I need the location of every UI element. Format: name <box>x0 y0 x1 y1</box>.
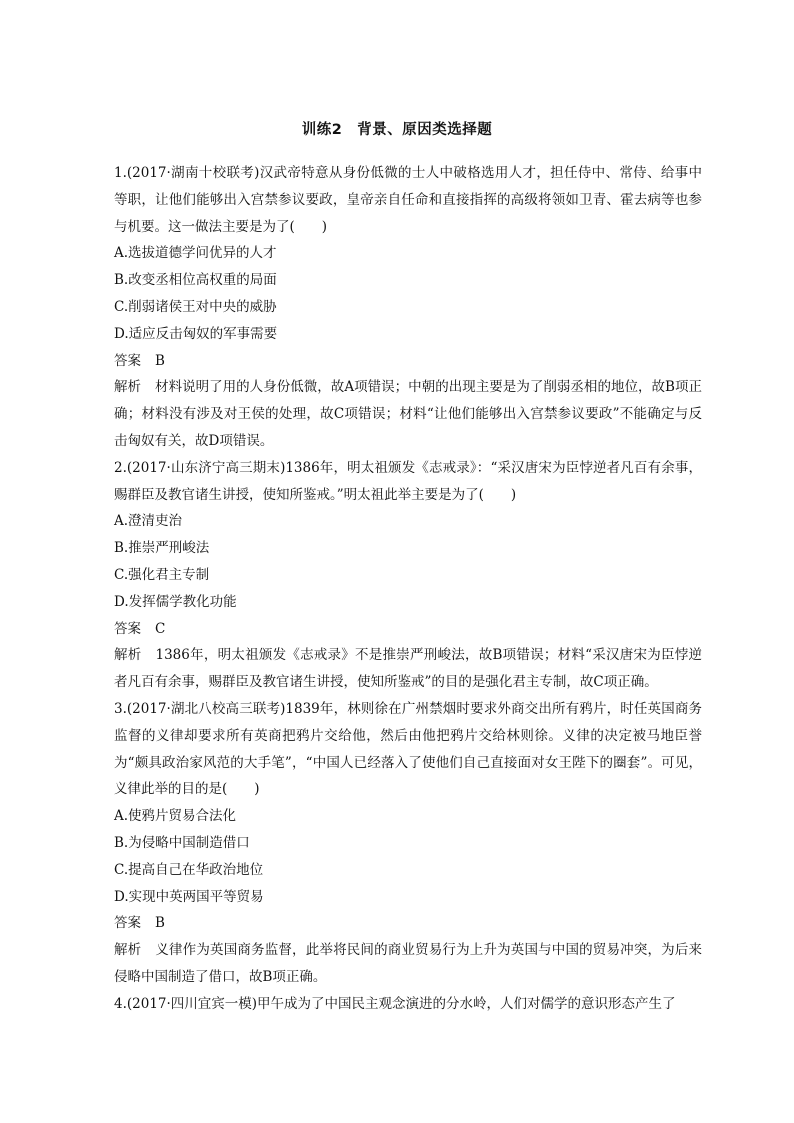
question-list <box>114 160 702 1018</box>
analysis-label: 解析 <box>114 379 142 396</box>
answer-value: C <box>155 620 166 637</box>
option-b: B.推崇严刑峻法 <box>114 540 210 557</box>
analysis-text: 义律作为英国商务监督，此举将民间的商业贸易行为上升为英国与中国的贸易冲突，为后来侵略中国制造了借口，故B项正确。 <box>114 942 703 985</box>
question-stem: 3.(2017·湖北八校高三联考)1839年，林则徐在广州禁烟时要求外商交出所有鸦片，时任英国商务监督的义律却要求所有英商把鸦片交给他，然后由他把鸦片交给林则徐。义律的决定被马地臣誉为“颇具政治家风范的大手笔”，“中国人已经落入了使他们自己直接面对女王陛下的圈套”。可见，义律此举的目的是( ) <box>114 700 702 798</box>
analysis-text: 1386年，明太祖颁发《志戒录》不是推崇严刑峻法，故B项错误；材料“采汉唐宋为臣悖逆者凡百有余事，赐群臣及教官诸生讲授，使知所鉴戒”的目的是强化君主专制，故C项正确。 <box>114 647 702 691</box>
option-a: A.澄清吏治 <box>114 513 183 530</box>
question-stem: 2.(2017·山东济宁高三期末)1386年，明太祖颁发《志戒录》：“采汉唐宋为臣悖逆者凡百有余事，赐群臣及教官诸生讲授，使知所鉴戒。”明太祖此举主要是为了( ) <box>114 459 702 503</box>
option-d: D.实现中英两国平等贸易 <box>114 888 264 905</box>
option-c: C.强化君主专制 <box>114 566 210 583</box>
analysis-line <box>114 937 702 991</box>
option-c: C.削弱诸侯王对中央的威胁 <box>114 298 277 315</box>
option-a: A.选拔道德学问优异的人才 <box>114 245 277 262</box>
analysis-line <box>114 374 702 454</box>
answer-label: 答案 <box>114 915 141 932</box>
question-stem: 1.(2017·湖南十校联考)汉武帝特意从身份低微的士人中破格选用人才，担任侍中、常侍、给事中等职，让他们能够出入宫禁参议要政，皇帝亲自任命和直接指挥的高级将领如卫青、霍去病等也参与机要。这一做法主要是为了( ) <box>114 165 702 235</box>
option-b: B.为侵略中国制造借口 <box>114 834 250 851</box>
option-d: D.适应反击匈奴的军事需要 <box>114 325 278 342</box>
option-a: A.使鸦片贸易合法化 <box>114 808 237 825</box>
option-c: C.提高自己在华政治地位 <box>114 861 264 878</box>
answer-value: B <box>155 915 165 932</box>
answer-line <box>114 348 702 375</box>
analysis-text: 材料说明了用的人身份低微，故A项错误；中朝的出现主要是为了削弱丞相的地位，故B项正确；材料没有涉及对王侯的处理，故C项错误；材料“让他们能够出入宫禁参议要政”不能确定与反击匈奴有关，故D项错误。 <box>114 379 703 449</box>
analysis-label: 解析 <box>114 942 142 959</box>
answer-line <box>114 910 702 937</box>
question-stem: 4.(2017·四川宜宾一模)甲午成为了中国民主观念演进的分水岭，人们对儒学的意识形态产生了 <box>114 995 676 1012</box>
option-d: D.发挥儒学教化功能 <box>114 593 237 610</box>
page-title: 训练2 背景、原因类选择题 <box>301 122 493 138</box>
analysis-line <box>114 642 702 696</box>
analysis-label: 解析 <box>114 647 142 664</box>
answer-line <box>114 616 702 643</box>
answer-label: 答案 <box>114 620 141 637</box>
answer-label: 答案 <box>114 352 141 369</box>
answer-value: B <box>155 352 165 369</box>
option-b: B.改变丞相位高权重的局面 <box>114 272 277 289</box>
